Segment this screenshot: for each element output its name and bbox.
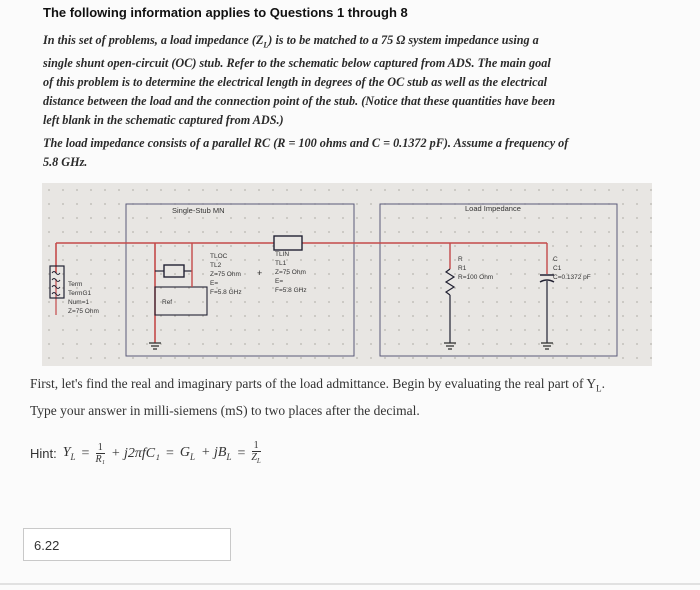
intro-paragraph — [43, 31, 555, 130]
tlin-z: Z=75 Ohm — [275, 269, 306, 276]
term-z: Z=75 Ohm — [68, 308, 99, 315]
term-num: Num=1 — [68, 299, 90, 306]
tlin-symbol — [274, 236, 302, 250]
intro-line-5: left blank in the schematic captured from ADS.) — [43, 113, 284, 128]
schematic-image — [42, 183, 652, 366]
hint-formula: Hint: $Y_L$ = $\frac{1}{\text{R₁}}$ + j2πfC₁ = $G_L$ + $jB_L$ = $\frac{1}{Z_L}$ — [30, 440, 261, 465]
ref-label: Ref — [162, 299, 173, 306]
answer-input[interactable]: 6.22 — [23, 528, 231, 561]
r1-value: R=100 Ohm — [458, 274, 494, 281]
c1-id: C1 — [553, 265, 562, 272]
r1-name: R — [458, 256, 463, 263]
svg-text:+: + — [257, 268, 263, 278]
hint-capacitance-term: + j2πfC₁ — [111, 445, 160, 461]
tlin-f: F=5.8 GHz — [275, 287, 307, 294]
toc-f: F=5.8 GHz — [210, 289, 242, 296]
intro-line-3: of this problem is to determine the electrical length in degrees of the OC stub as well as the electrical — [43, 75, 548, 90]
tlin-id: TL1 — [275, 260, 287, 267]
question-line-1: First, let's find the real and imaginary parts of the load admittance. Begin by evaluating the real part of $Y_L$. — [30, 376, 606, 394]
question-line-2: Type your answer in milli-siemens (mS) to two places after the decimal. — [30, 402, 420, 418]
hint-label: Hint: — [30, 446, 57, 461]
c1-value: C=0.1372 pF — [553, 274, 591, 281]
hint-fraction-z: $\frac{1}{Z_L}$ — [251, 440, 261, 465]
toc-name: TLOC — [210, 253, 228, 260]
hint-fraction-r: $\frac{1}{\text{R₁}}$ — [95, 442, 106, 465]
toc-e: E= — [210, 280, 219, 287]
term-name: Term — [68, 281, 83, 288]
c1-name: C — [553, 256, 558, 263]
r1-id: R1 — [458, 265, 467, 272]
tlin-e: E= — [275, 278, 284, 285]
question-text — [30, 373, 690, 421]
load-paragraph — [43, 134, 568, 172]
tlin-name: TLIN — [275, 251, 290, 258]
load-line-1: The load impedance consists of a parallel RC (R = 100 ohms and C = 0.1372 pF). Assume a frequency of — [43, 136, 569, 150]
divider — [0, 583, 700, 585]
intro-line-4: distance between the load and the connection point of the stub. (Notice that these quantities have been — [43, 94, 556, 109]
load-line-2: 5.8 GHz. — [43, 155, 88, 169]
toc-id: TL2 — [210, 262, 222, 269]
intro-line-2: single shunt open-circuit (OC) stub. Refer to the schematic below captured from ADS. The main goal — [43, 56, 551, 71]
load-label: Load Impedance — [465, 204, 521, 213]
page-heading: The following information applies to Questions 1 through 8 — [43, 5, 408, 20]
single-stub-label: Single-Stub MN — [172, 206, 225, 215]
term-id: TermG1 — [68, 290, 92, 297]
toc-z: Z=75 Ohm — [210, 271, 241, 278]
intro-line-1: In this set of problems, a load impedance $(Z_L)$ is to be matched to a 75 Ω system impedance using a — [43, 33, 539, 50]
